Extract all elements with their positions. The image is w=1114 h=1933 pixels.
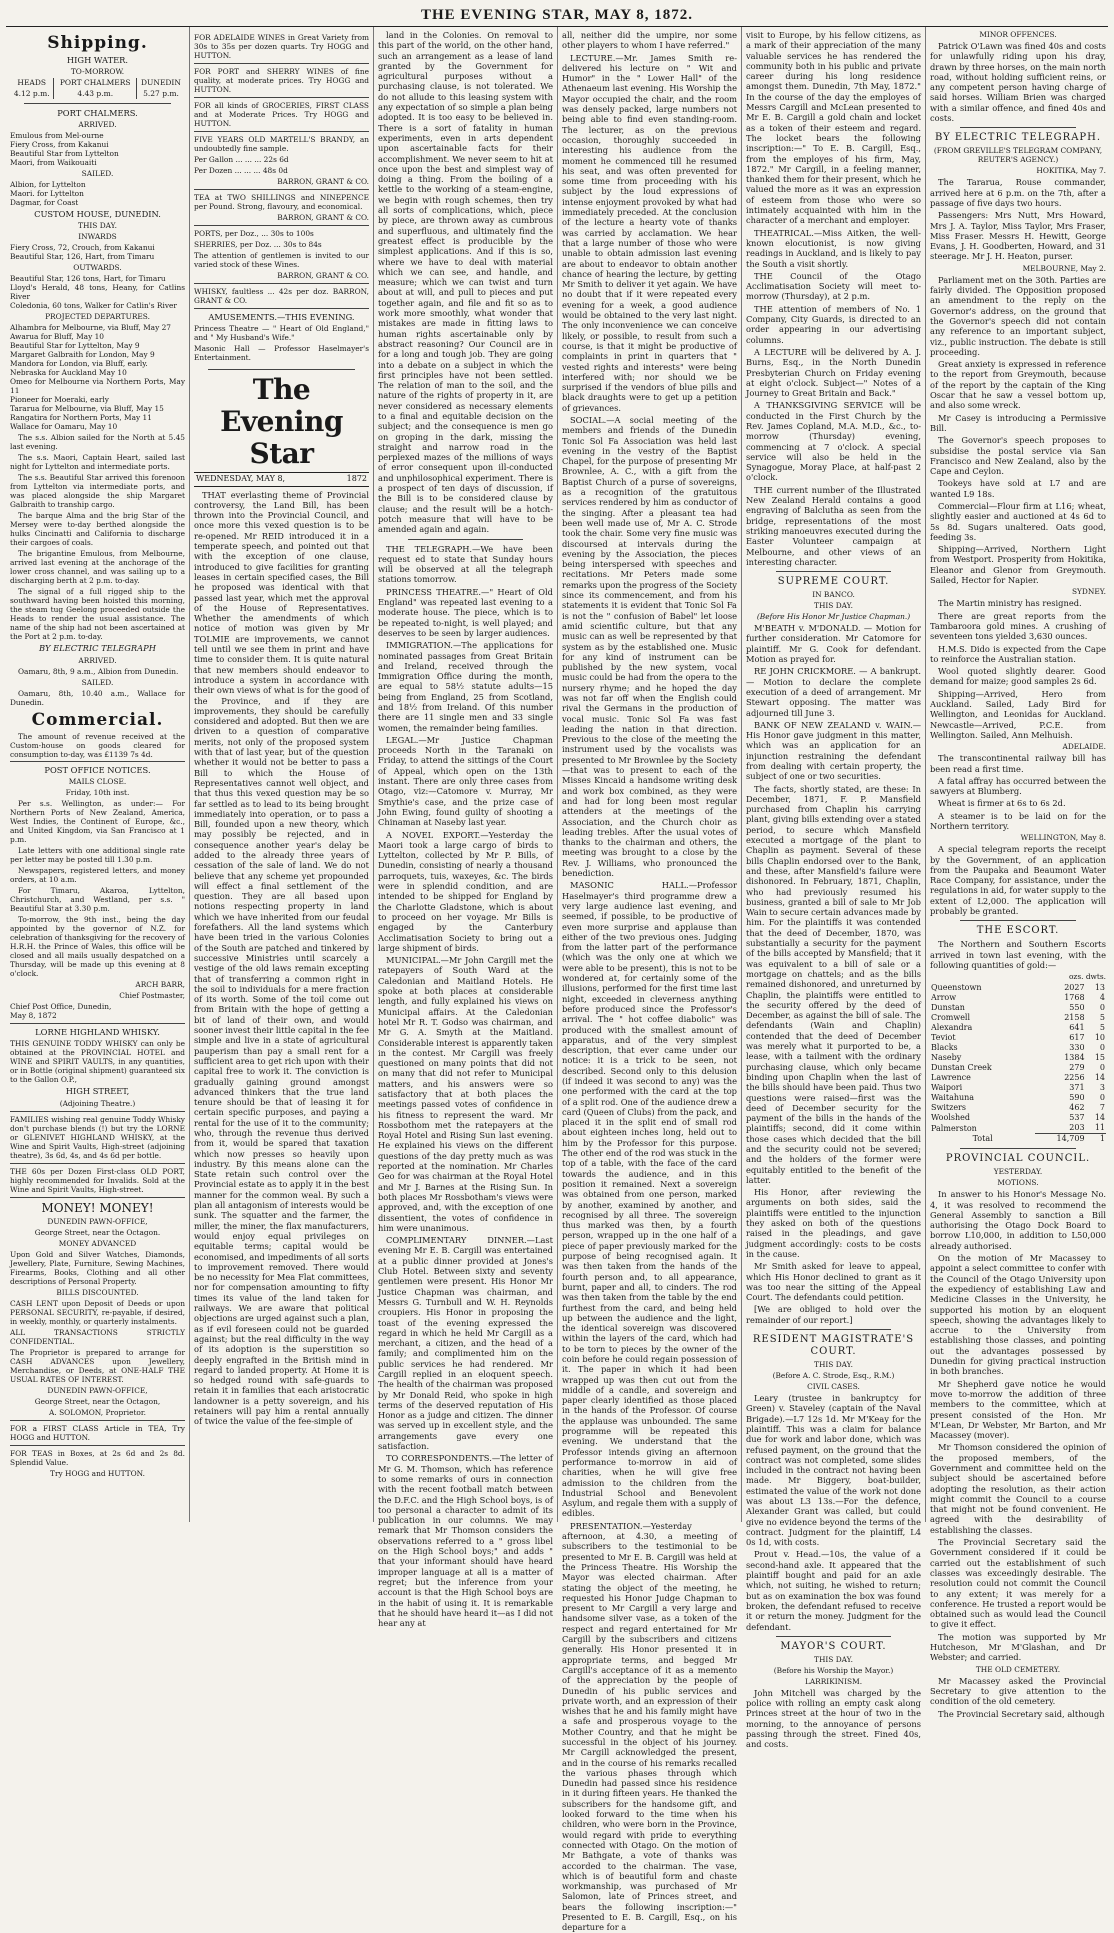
ports-sherries-ad bbox=[194, 225, 369, 283]
gold-place: Woolshed bbox=[931, 1113, 970, 1123]
tomorrow-label: TO-MORROW. bbox=[70, 67, 125, 77]
news-paragraph: PRESENTATION.—Yesterday afternoon, at 4.30, a meeting of subscribers to the testimonial to be presented to Mr E. B. Cargill was held at the Princess Theatre. His Worship the Mayor was elected chairman. After stating the object of the meeting, he requested his Honor Judge Chapman to present to Mr Cargill a very large and handsome silver vase, as a token of the respect and regard entertained for Mr Cargill by the subscribers and citizens generally. His Honor presented it in appropriate terms, and begged Mr Cargill's acceptance of it as a memento of the appreciation by the people of Dunedin of his public services and private worth, and an expression of their wishes that he and his family might have a safe and prosperous voyage to the Mother Country, and that he might be successful in the object of his journey. Mr Cargill acknowledged the present, and in the course of his remarks recalled the various phases through which Dunedin had passed since his residence in it during fifteen years. He thanked the subscribers for the handsome gift, and looked forward to the time when his children, who were born in the Province, would regard with pride to everything connected with Otago. On the motion of Mr Bathgate, a vote of thanks was accorded to the chairman. The vase, which is of beautiful form and chaste workmanship, was purchased of Mr Salomon, late of Princes street, and bears the following inscription:—" Presented to E. B. Cargill, Esq., on his departure for a bbox=[562, 1520, 737, 1933]
tel-sailed-label: SAILED. bbox=[81, 677, 114, 687]
gold-dwts: 13 bbox=[1094, 983, 1105, 993]
telegram-text: Great anxiety is expressed in reference to the report from Greymouth, because of the report by the captain of the King Oscar that he saw a vessel bottom up, and also some wreck. bbox=[930, 359, 1106, 411]
mails-close-label: MAILS CLOSE. bbox=[68, 777, 127, 787]
outwards-list: Beautiful Star, 126 tons, Hart, for Timaru Lloyd's Herald, 48 tons, Heany, for Catlins River Coledonia, 60 tons, Walker for Catlin's River bbox=[10, 274, 185, 311]
divider bbox=[960, 127, 1076, 128]
column-4 bbox=[558, 27, 742, 1933]
gold-dwts: 0 bbox=[1099, 1043, 1105, 1053]
hw-dunedin-label: DUNEDIN bbox=[137, 78, 185, 88]
gold-ounces: 590 bbox=[1069, 1093, 1085, 1103]
provincial-council-heading: PROVINCIAL COUNCIL. bbox=[945, 1153, 1091, 1165]
telegram-text: A steamer is to be laid on for the Northern territory. bbox=[930, 810, 1106, 831]
news-paragraph: A THANKSGIVING SERVICE will be conducted in the First Church by the Rev. James Copland, M.A. M.D., &c., to-morrow (Thursday) evening, commencing at 7 o'clock. A special service will also be held in the Synagogue, Moray Place, at half-past 2 o'clock. bbox=[746, 400, 921, 483]
gold-row bbox=[930, 1053, 1106, 1063]
news-paragraph: all, neither did the umpire, nor some other players to whom I have referred." bbox=[562, 30, 737, 51]
groceries-ad bbox=[194, 97, 369, 131]
money-heading: MONEY! MONEY! bbox=[41, 1200, 154, 1215]
masthead: THE EVENING STAR, MAY 8, 1872. bbox=[6, 4, 1108, 27]
port-chalmers-heading: PORT CHALMERS. bbox=[57, 107, 138, 118]
telegram-text: There are great reports from the Tambaroora gold mines. A crushing of seventeen tons yielded 3,630 ounces. bbox=[930, 610, 1106, 642]
sailed-list: Albion, for Lyttelton Maori. for Lyttelton Dagmar, for Coast bbox=[10, 180, 86, 208]
minor-offences-label: MINOR OFFENCES. bbox=[979, 30, 1057, 39]
column-5 bbox=[742, 27, 926, 1750]
telegram-text: Parliament met on the 30th. Parties are fairly divided. The Opposition proposed an amendment to the reply on the Governor's address, on the ground that the Governor's speech did not contain any reference to an important subject, viz., public instruction. The debate is still proceeding. bbox=[930, 274, 1106, 357]
gold-dwts: 5 bbox=[1099, 1023, 1105, 1033]
hw-chalmers-label: PORT CHALMERS bbox=[54, 78, 137, 88]
ad-price: SHERRIES, per Doz. ... 30s to 84s bbox=[194, 240, 322, 249]
gold-row bbox=[930, 1003, 1106, 1013]
outwards-label: OUTWARDS. bbox=[73, 263, 122, 273]
tea-ad bbox=[194, 189, 369, 225]
gold-place: Waitahuna bbox=[931, 1093, 975, 1103]
news-paragraph: THE attention of members of No. 1 Company, City Guards, is directed to an order appearing in our advertising columns. bbox=[746, 303, 921, 345]
dateline bbox=[194, 472, 369, 486]
telegram-text: Shipping—Arrived, Hero from Auckland. Sailed, Lady Bird for Wellington, and Leonidas for Auckland. Newcastle—Arrived, P.C.E. from Wellington. Sailed, Ann Melhuish. bbox=[930, 688, 1106, 740]
court-paragraph: M'BEATH v. M'DONALD. — Motion for further consideration. Mr Catomore for plaintiff. Mr G. Cook for defendant. Motion as prayed for. bbox=[746, 623, 921, 665]
dateline-hokitika: HOKITIKA, May 7. bbox=[1036, 166, 1106, 176]
custom-house-heading: CUSTOM HOUSE, DUNEDIN. bbox=[34, 209, 161, 220]
court-paragraph: The facts, shortly stated, are these: In December, 1871, F. P. Mansfield purchased from Chaplin his carrying plant, giving bills extending over a stated period, to secure which Mansfield executed a mortgage of the plant to Chaplin as payment. Several of these bills Chaplin endorsed over to the Bank, and these, after Mansfield's failure were dishonored. In February, 1871, Chaplin, who had previously resumed his business, granted a bill of sale to Mr Job Wain to secure certain advances made by him. For the plaintiffs it was contended that the deed of December, 1870, was substantially a security for the payment of the bills accepted by Mansfield; that it was equivalent to a bill of sale or a mortgage on chattels; and as the bills remained dishonored, and unreturned by Chaplin, the plaintiffs were entitled to the security offered by the deed of December, as against the bill of sale. The defendants (Wain and Chaplin) contended that the deed of December was merely what it purported to be, a lease, with a tailment with the ordinary purchasing clause, which only became binding upon Chaplin when the last of the bills should have been paid. Thus two questions were raised—first was the deed of December security for the payment of the bills in the hands of the plaintiffs; second, did it come within those cases which decided that the bill and the security could not be severed; and the holders of the former were equitably entitled to the benefit of the latter. bbox=[746, 783, 921, 1185]
gold-ounces: 1768 bbox=[1064, 993, 1085, 1003]
ad-text: FIVE YEARS OLD MARTELL'S BRANDY, an undoubtedly fine sample. bbox=[194, 135, 369, 153]
telegraph-source: (FROM GREVILLE'S TELEGRAM COMPANY, REUTER'S AGENCY.) bbox=[933, 146, 1103, 165]
gold-row bbox=[930, 1073, 1106, 1083]
news-paragraph: PRINCESS THEATRE.—" Heart of Old England" was repeated last evening to a moderate house. The piece, which is to be repeated to-night, is well played; and deserves to be seen by larger audiences. bbox=[378, 586, 553, 638]
gold-place: Alexandra bbox=[931, 1023, 973, 1033]
money-line: A. SOLOMON, Proprietor. bbox=[49, 1407, 146, 1417]
this-day-label: THIS DAY. bbox=[814, 1654, 853, 1664]
families-text: FAMILIES wishing real genuine Toddy Whisky don't purchase blends (!) but try the LORNE or GLENIVET HIGHLAND WHISKY, at the Wine and Spirit Vaults, High-street (adjoining theatre), 3s 6d, 4s, and 4s 6d per bottle. bbox=[10, 1114, 185, 1160]
gold-dwts: 7 bbox=[1099, 1103, 1105, 1113]
gold-dwts: 5 bbox=[1099, 1013, 1105, 1023]
ad-price: PORTS, per Doz., ... 30s to 100s bbox=[194, 229, 314, 238]
council-paragraph: The Provincial Secretary said, although bbox=[938, 1708, 1105, 1719]
money-line: MONEY ADVANCED bbox=[58, 1238, 137, 1248]
court-paragraph: Prout v. Head.—10s, the value of a second-hand axle. It appeared that the plaintiff bought and paid for an axle which, not suiting, he wished to return; but as on examination the box was found broken, the defendant refused to receive it or return the money. Judgment for the defendant. bbox=[746, 1549, 921, 1632]
lorne-adjoining: (Adjoining Theatre.) bbox=[59, 1098, 136, 1108]
ad-sign: BARRON, GRANT & CO. bbox=[277, 271, 369, 280]
postmaster-title: Chief Postmaster, bbox=[119, 991, 185, 1001]
tea-boxes-text: FOR TEAS in Boxes, at 2s 6d and 2s 8d. Splendid Value. bbox=[10, 1448, 185, 1467]
gold-row bbox=[930, 1013, 1106, 1023]
ad-price: Per Dozen ... ... ... 48s 0d bbox=[194, 166, 288, 175]
news-paragraph: MUNICIPAL.—Mr John Cargill met the ratepayers of South Ward at the Caledonian and Maitland Hotels. He spoke at both places at considerable length, and fully explained his views on Municipal affairs. At the Caledonian hotel Mr R. T. Godso was chairman, and Mr G. A. Smyth at the Maitland. Considerable interest is apparently taken in the contest. Mr Cargill was freely questioned on many points that did not on many that did not refer to Municipal matters, and his answers were so satisfactory that at both places the meetings passed votes of confidence in his fitness to represent the ward. Mr Rossbothom met the ratepayers at the Royal Hotel and Rising Sun last evening. He explained his views on the different questions of the day pretty much as was reported at the nomination. Mr Charles Geo for was chairman at the Royal Hotel and Mr J. Barnes at the Rising Sun. In both places Mr Rossbotham's views were approved, and, with the exception of one dissentient, the votes of confidence in him were unanimous. bbox=[378, 955, 553, 1233]
court-paragraph: BANK OF NEW ZEALAND v. WAIN.—His Honor gave judgment in this matter, which was an application for an injunction restraining the defendant from dealing with certain property, the subject of one or two securities. bbox=[746, 719, 921, 782]
telegram-text: Passengers: Mrs Nutt, Mrs Howard, Mrs J. A. Taylor, Miss Taylor, Mrs Fraser, Miss Fraser. Messrs H. Hewitt, George Evans, J. H. Goodberten, Howard, and 31 steerage. Mr J. H. Heaton, purser. bbox=[930, 210, 1106, 262]
inwards-list: Fiery Cross, 72, Crouch, from Kakanui Beautiful Star, 126, Hart, from Timaru bbox=[10, 243, 155, 262]
amusements-heading: AMUSEMENTS.—THIS EVENING. bbox=[208, 312, 355, 322]
money-line: DUNEDIN PAWN-OFFICE, bbox=[47, 1385, 148, 1395]
amusement-item: Princess Theatre — " Heart of Old England," and " My Husband's Wife." bbox=[194, 324, 369, 343]
resident-magistrate-heading: RESIDENT MAGISTRATE'S COURT. bbox=[752, 1334, 915, 1358]
high-water-table bbox=[10, 78, 185, 99]
money-line: The Proprietor is prepared to arrange for CASH ADVANCES upon Jewellery, Merchandise, or Deeds, at ONE-HALF THE USUAL RATES OF INTEREST. bbox=[10, 1347, 185, 1384]
before-label: (Before His Honor Mr Justice Chapman.) bbox=[756, 612, 911, 622]
council-paragraph: Mr Macassey asked the Provincial Secretary to give attention to the condition of the old cemetery. bbox=[930, 1675, 1106, 1707]
court-paragraph: Leary (trustee in bankruptcy for Green) v. Staveley (captain of the Naval Brigade).—L7 12s 1d. Mr M'Keay for the plaintiff. This was a claim for balance due for work and labor done, which was refused payment, on the ground that the contract was not completed, some slides included in the contract not having been made. Mr Biggery, boat-builder, estimated the value of the work not done was about L3 13s.—For the defence, Alexander Grant was called, but could give no evidence beyond the terms of the contract. Judgment for the plaintiff, L4 0s 1d, with costs. bbox=[746, 1393, 921, 1548]
column-6 bbox=[926, 27, 1110, 1719]
tea-text: FOR a FIRST CLASS Article in TEA, Try HOGG and HUTTON. bbox=[10, 1423, 185, 1442]
gold-ounces: 2027 bbox=[1064, 983, 1085, 993]
hw-heads-label: HEADS bbox=[17, 78, 46, 88]
gold-dwts: 0 bbox=[1099, 1063, 1105, 1073]
brandy-ad bbox=[194, 131, 369, 189]
gold-dwts: 14 bbox=[1094, 1113, 1105, 1123]
editorial-text: land in the Colonies. On removal to this part of the world, on the other hand, such an arrangement as a lease of land granted by the Government for agricultural purposes without a purchasing clause, is not tolerated. We do not allude to this leasing system with any expectation of so simple a plan being adopted. It is too easy to be believed in. There is a sort of fatality in human experiments, even in arts dependent upon ascertainable facts for their accomplishment. We never seem to hit at once upon the best and simplest way of doing a thing. From the boiling of a kettle to the working of a steam-engine, we begin with rough schemes, then try all sorts of complications, which, piece by piece, are thrown away as cumbrous and superfluous, and ultimately find the greatest effect is producible by the simplest applications. And if this is so, where we have to deal with material which we can see, and handle, and measure; which we can twist and turn about at will, and pull to pieces and put together again, and file and fit so as to work more smoothly, what wonder that mistakes are made in fitting laws to human rights ascertainable only by abstract reasoning? Our Council are in for a long and tough job. They are going into a debate on a subject in which the first principles have not been settled. The relation of man to the soil, and the nature of the rights of property in it, are never considered as necessary elements to a final and equitable decision on the subject; and the consequence is men go on groping in the dark, missing the straight and narrow road in the perplexed mazes of the millions of ways of error consequent upon ill-conducted and unphilosophical experiment. There is a prospect of ten days of discussion, if the Bill is to be considered clause by clause; and the result will be a hotch-potch measure that will have to be amended again and again. bbox=[378, 30, 553, 535]
amusements bbox=[194, 308, 369, 365]
shipping-news: The signal of a full rigged ship to the southward having been hoisted this morning, the steam tug Geelong proceeded outside the Heads to render the usual assistance. The name of the ship had not been ascertained at the Port at 2 p.m. to-day. bbox=[10, 587, 185, 642]
post-text: For Timaru, Akaroa, Lyttelton, Christchurch, and Westland, per s.s. " Beautiful Star at 3.30 p.m. bbox=[10, 886, 185, 914]
this-day-label: THIS DAY. bbox=[78, 221, 117, 231]
tel-arrived: Oamaru, 8th, 9 a.m., Albion from Dunedin. bbox=[18, 666, 179, 676]
tel-sailed: Oamaru, 8th, 10.40 a.m., Wallace for Dunedin. bbox=[10, 688, 185, 707]
ad-sign: BARRON, GRANT & CO. bbox=[277, 177, 369, 186]
post-text: Per s.s. Wellington, as under:— For Northern Ports of New Zealand, America, West Indies, the Continent of Europe, &c., and United Kingdom, via San Francisco at 1 p.m. bbox=[10, 799, 185, 845]
larrikinism-label: LARRIKINISM. bbox=[804, 1676, 863, 1686]
before-label: (Before A. C. Strode, Esq., R.M.) bbox=[772, 1371, 895, 1381]
gold-row bbox=[930, 1063, 1106, 1073]
escort-units: ozs. dwts. bbox=[1068, 972, 1106, 982]
news-paragraph: LEGAL.—Mr Justice Chapman proceeds North in the Taranaki on Friday, to attend the sittings of the Court of Appeal, which open on the 13th instant. There are only three cases from Otago, viz:—Catomore v. Murray, Mr Smythie's case, and the prize case of John Ewing, found guilty of shooting a Chinaman at Naseby last year. bbox=[378, 734, 553, 828]
court-paragraph: Mr Smith asked for leave to appeal, which His Honor declined to grant as it was too near the sitting of the Appeal Court. The defendants could petition. bbox=[746, 1261, 921, 1303]
tea-boxes-sign: Try HOGG and HUTTON. bbox=[50, 1468, 145, 1478]
post-text: Newspapers, registered letters, and money orders, at 10 a.m. bbox=[10, 866, 185, 885]
gold-dwts: 0 bbox=[1099, 1093, 1105, 1103]
money-line: CASH LENT upon Deposit of Deeds or upon PERSONAL SECURITY, re-payable, if desired, in weekly, monthly, or quarterly instalments. bbox=[10, 1298, 185, 1326]
gold-row bbox=[930, 983, 1106, 993]
gold-dwts: 15 bbox=[1094, 1053, 1105, 1063]
divider bbox=[408, 539, 523, 540]
telegram-text: Tookeys have sold at L7 and are wanted L9 18s. bbox=[930, 478, 1106, 499]
divider bbox=[960, 920, 1076, 921]
gold-dwts: 11 bbox=[1094, 1123, 1105, 1133]
columns bbox=[6, 27, 1108, 1933]
gold-place: Dunstan Creek bbox=[931, 1063, 992, 1073]
divider bbox=[208, 369, 355, 370]
motions-label: MOTIONS. bbox=[997, 1178, 1039, 1188]
shipping-news: The s.s. Maori, Captain Heart, sailed last night for Lyttelton and intermediate ports. bbox=[10, 453, 185, 472]
in-banco-label: IN BANCO. bbox=[812, 590, 855, 600]
divider bbox=[776, 571, 891, 572]
dateline-year: 1872 bbox=[346, 474, 367, 484]
old-cemetery-label: THE OLD CEMETERY. bbox=[975, 1664, 1061, 1674]
news-paragraph: A NOVEL EXPORT.—Yesterday the Maori took a large cargo of birds to Lyttelton, collected by Mr P. Bills, of Dunedin, consisting of nearly a thousand parroquets, tuis, waxeyes, &c. The birds were in splendid condition, and are intended to be shipped for England by the Charlotte Gladstone, which is about to proceed on her voyage. Mr Bills is engaged by the Canterbury Acclimatisation Society to bring out a large shipment of birds. bbox=[378, 829, 553, 953]
gold-place: Blacks bbox=[931, 1043, 958, 1053]
ad-text: FOR all kinds of GROCERIES, FIRST CLASS and at Moderate Prices. Try HOGG and HUTTON. bbox=[194, 101, 369, 128]
telegram-text: The Governor's speech proposes to subsidise the postal service via San Francisco and New Zealand, also by the Cape and Ceylon. bbox=[930, 435, 1106, 477]
gold-ounces: 2256 bbox=[1064, 1073, 1085, 1083]
gold-place: Cromwell bbox=[931, 1013, 971, 1023]
supreme-court-heading: SUPREME COURT. bbox=[777, 576, 890, 588]
news-paragraph: visit to Europe, by his fellow citizens, as a mark of their appreciation of the many valuable services he has rendered the community both in his public and private career during his long residence amongst them. Dunedin, 7th May, 1872." In the course of the day the employes of Messrs Cargill and McLean presented to Mr E. B. Cargill a gold chain and locket as a token of their esteem and regard. The locket bears the following inscription:—" To E. B. Cargill, Esq., from the employes of his firm, May, 1872." Mr Cargill, in a feeling manner, thanked them for their present, which he valued the more as it was an expression of esteem from those who were so intimately acquainted with him in the character of a merchant and employer. bbox=[746, 30, 921, 226]
gold-ounces: 462 bbox=[1069, 1103, 1085, 1113]
escort-text: The Northern and Southern Escorts arrived in town last evening, with the following quantities of gold:— bbox=[930, 939, 1106, 970]
friday-label: Friday, 10th inst. bbox=[65, 788, 130, 798]
telegram-text: Wheat is firmer at 6s to 6s 2d. bbox=[938, 798, 1066, 809]
court-paragraph: His Honor, after reviewing the arguments on both sides, said the plaintiffs were entitled to the injunction they asked on both of the questions raised in the pleadings, and gave judgment accordingly: costs to be costs in the cause. bbox=[746, 1187, 921, 1259]
before-label: (Before his Worship the Mayor.) bbox=[773, 1665, 894, 1675]
post-place: Chief Post Office, Dunedin, May 8, 1872 bbox=[10, 1002, 112, 1021]
news-paragraph: SOCIAL.—A social meeting of the members and friends of the Dunedin Tonic Sol Fa Association was held last evening in the vestry of the Baptist Chapel, for the purpose of presenting Mr Brownlee, A. C., with a gift from the Baptist Church of a purse of sovereigns, as a recognition of the gratuitous services rendered by him as conductor of the singing. After a pleasant tea had been well made use of, Mr A. C. Strode took the chair. Some very fine music was discoursed at intervals during the evening by the Association, the pieces being interspersed with speeches and recitations. Mr Peters made some remarks upon the progress of the Society since its commencement, and from his statements it is evident that Tonic Sol Fa is not the " confusion of Babel" let loose amid scientific culture, but that any music can as well be represented by that system as by the established one. Music for any kind of instrument can be published by the new system, vocal music could be had from the opera to the nursery rhyme; and he hoped the day was not far off when the English could rival the Germans in the production of vocal music. Tonic Sol Fa was fast leading the nation in that direction. Previous to the close of the meeting the instrument used by the vocalists was presented to Mr Brownlee by the Society—that was to present to each of the Misses Kincaid a handsome writing desk and work box combined, as they were and had for long been most regular attenders at the meetings of the Association, and the Church choir as leading trebles. After the usual votes of thanks to the chairman and others, the meeting was brought to a close by the Rev. J. Williams, who pronounced the benediction. bbox=[562, 414, 737, 879]
telegram-text: The Tararua, Rouse commander, arrived here at 6 p.m. on the 7th, after a passage of five days two hours. bbox=[930, 177, 1106, 208]
lorne-heading: LORNE HIGHLAND WHISKY. bbox=[35, 1027, 160, 1038]
inwards-label: INWARDS bbox=[78, 232, 117, 242]
gold-row bbox=[930, 1083, 1106, 1093]
shipping-news: The barque Alma and the brig Star of the Mersey were to-day berthed alongside the hulks Cincinatti and California to discharge their cargoes of coals. bbox=[10, 511, 185, 548]
shipping-news: The s.s. Beautiful Star arrived this forenoon from Lyttelton via intermediate ports, and was placed alongside the ship Margaret Galbraith to tranship cargo. bbox=[10, 473, 185, 510]
gold-ounces: 1384 bbox=[1064, 1053, 1085, 1063]
gold-ounces: 330 bbox=[1069, 1043, 1085, 1053]
sailed-label: SAILED. bbox=[81, 169, 114, 179]
gold-row bbox=[930, 1023, 1106, 1033]
hw-heads-time: 4.12 p.m. bbox=[13, 88, 50, 98]
post-office-heading: POST OFFICE NOTICES. bbox=[44, 764, 151, 775]
gold-dwts: 0 bbox=[1099, 1003, 1105, 1013]
gold-place: Dunstan bbox=[931, 1003, 965, 1013]
gold-row bbox=[930, 1103, 1106, 1113]
ad-text: WHISKY, faultless ... 42s per doz. BARRON, GRANT & CO. bbox=[194, 287, 369, 305]
divider bbox=[776, 1329, 891, 1330]
gold-total-dwts: 1 bbox=[1086, 1134, 1106, 1145]
gold-place: Queenstown bbox=[931, 983, 982, 993]
tea-ad bbox=[10, 1420, 185, 1445]
ad-price: Per Gallon ... ... ... 22s 6d bbox=[194, 155, 289, 164]
hw-chalmers-time: 4.43 p.m. bbox=[54, 89, 137, 99]
gold-place: Teviot bbox=[931, 1033, 956, 1043]
telegraph-heading: BY ELECTRIC TELEGRAPH bbox=[39, 643, 156, 654]
yesterday-label: YESTERDAY. bbox=[993, 1167, 1043, 1177]
telegram-text: A special telegram reports the receipt by the Government, of an application from the Paupaka and Beaumont Water Race Company, for assistance, under the regulations in aid, for water supply to the extent of L2,000. The application will probably be granted. bbox=[930, 844, 1106, 917]
news-paragraph: A LECTURE will be delivered by A. J. Burns, Esq., in the North Dunedin Presbyterian Church on Friday evening at eight o'clock. Subject—" Notes of a Journey to Great Britain and Back." bbox=[746, 346, 921, 399]
gold-ounces: 617 bbox=[1069, 1033, 1085, 1043]
paper-title: The Evening Star bbox=[220, 373, 343, 471]
gold-ounces: 2158 bbox=[1064, 1013, 1085, 1023]
money-line: DUNEDIN PAWN-OFFICE, bbox=[47, 1216, 148, 1226]
editorial-text: THAT everlasting theme of Provincial controversy, the Land Bill, has been thrown into the Provincial Council, and once more this vexed question is to be re-opened. Mr REID introduced it in a temperate speech, and pointed out that with the exception of one clause, introduced to give facilities for granting leases in certain specified cases, the Bill he proposed was identical with that passed last year, which met the approval of the House of Representatives. Whether the amendments of which notice of motion was given by Mr TOLMIE are improvements, we cannot tell until we see them in print and have time to consider them. It is quite natural that new members should endeavor to introduce a system in accordance with their own views of what is for the good of the Province, and if they are improvements, they should be carefully considered and adopted. But then we are driven to a question of comparative merits, not only of the proposed system with that of last year, but of the question whether it would not be better to pass a Bill to which the House of Representatives cannot well object, and that thus this vexed question may be so far settled as to lead to its being brought immediately into operation, or to pass a Bill, founded upon a new theory, which may possibly be rejected, and in consequence another year's delay be added to the already three years of cessation of the sale of land. We do not believe that any scheme yet propounded will effect a final settlement of the question. They are all based upon notions respecting property in land which we have inherited from our feudal forefathers. All the land systems which have been tried in the various Colonies of the South are patched and tinkered by successive Ministries until scarcely a vestige of the old laws remain excepting that of transferring a common right in the soil to individuals for a mere fraction of its worth. Some of the toil come out from Britain with the hope of getting a bit of land of their own, and would sooner invest their little capital in the fee simple and live in a state of agricultural pauperism than pay a small rent for a sufficient area to get rich upon with their capital free to work it. The conviction is gradually gaining ground amongst advanced thinkers that the true land tenure should be that of leasing it for certain specific purposes, and paying a rental for the use of it to the community; who, through the revenue thus derived from it, would be spared that taxation which now presses so heavily upon industry. By this means alone can the State retain such control over the Provincial estate as to apply it in the best manner for the common weal. By such a plan all antagonism of interests would be sunk. The squatter and the farmer, the miller, the miner, the flax manufacturers, would enjoy equal privileges on equitable terms; capital would be economised, and impediments of all sorts to improvement removed. There would be no necessity for Mea Flat committees, nor for compensation amounting to fifty times its value of the land taken for railways. We are aware that political objections are urged against such a plan, as if evil foreseen could not be guarded against; but the real difficulty in the way of its adoption is the superstition so deeply engrafted in the British mind in regard to landed property. At Home it is so hedged round with safe-guards to retain it in families that each aristocratic landowner is a petty sovereign, and his retainers will pay him a rental annually of twice the value of the fee-simple of bbox=[194, 489, 369, 1427]
high-water-heading: HIGH WATER. bbox=[66, 55, 129, 65]
post-text: To-morrow, the 9th inst., being the day appointed by the governor of N.Z. for celebration of thanksgiving for the recovery of H.R.H. the Prince of Wales, this office will be closed and all mails usually despatched on a Thursday, will be made up this evening at 8 o'clock. bbox=[10, 915, 185, 979]
council-paragraph: Mr Thomson considered the opinion of the proposed members, of the Government and committee held on the subject should be ascertained before adopting the resolution, as their action might commit the Council to a course that might not be found convenient. He agreed with the desirability of establishing the classes. bbox=[930, 1442, 1106, 1535]
ad-text: TEA at TWO SHILLINGS and NINEPENCE per Pound. Strong, flavoury, and economical. bbox=[194, 193, 369, 211]
this-day-label: THIS DAY. bbox=[814, 1360, 853, 1370]
telegram-text: H.M.S. Dido is expected from the Cape to reinforce the Australian station. bbox=[930, 643, 1106, 664]
dateline-sydney: SYDNEY. bbox=[1071, 587, 1106, 597]
arrived-list: Emulous from Mel-ourne Fiery Cross, from Kakanui Beautiful Star from Lyttelton Maori, from Waikouaiti bbox=[10, 131, 119, 168]
court-paragraph: RE JOHN CRICKMORE. — A bankrupt.— Motion to declare the complete execution of a deed of arrangement. Mr Stewart opposing. The matter was adjourned till June 3. bbox=[746, 666, 921, 718]
dateline-melbourne: MELBOURNE, May 2. bbox=[1022, 263, 1106, 273]
news-paragraph: IMMIGRATION.—The applications for nominated passages from Great Britain and Ireland, received through the Immigration Office during the month, are equal to 58½ statute adults—15 being from England, 25 from Scotland, and 18½ from Ireland. Of this number there are 11 single men and 33 single women, the remainder being families. bbox=[378, 640, 553, 733]
commercial-text: The amount of revenue received at the Custom-house on goods cleared for consumption to-day, was £1139 7s 4d. bbox=[10, 731, 185, 759]
news-paragraph: THEATRICAL.—Miss Aitken, the well-known elocutionist, is now giving readings in Auckland, and is likely to pay the South a visit shortly. bbox=[746, 227, 921, 269]
ad-text: FOR PORT and SHERRY WINES of fine quality, at moderate prices. Try HOGG and HUTTON. bbox=[194, 67, 369, 94]
council-paragraph: The motion was supported by Mr Hutcheson, Mr M'Glashan, and Dr Webster; and carried. bbox=[930, 1631, 1106, 1663]
hw-dunedin-time: 5.27 p.m. bbox=[137, 89, 185, 99]
lorne-text: THIS GENUINE TODDY WHISKY can only be obtained at the PROVINCIAL HOTEL and WINE and SPIRIT VAULTS, in any quantities, or in Bottle (original shipment) guaranteed six to the Gallon O.P., bbox=[10, 1039, 185, 1085]
gold-place: Lawrence bbox=[931, 1073, 971, 1083]
news-paragraph: COMPLIMENTARY DINNER.—Last evening Mr E. B. Cargill was entertained at a public dinner provided at Jones's Club Hotel. Between sixty and seventy gentlemen were present. His Honor Mr Justice Chapman was chairman, and Messrs G. Turnbull and W. H. Reynolds croupiers. His Honor in proposing the toast of the evening expressed the regard in which he held Mr Cargill as a merchant, a citizen, and the head of a family; and complimented him on the public services he had rendered. Mr Cargill replied in an eloquent speech. The health of the chairman was proposed by Mr Donald Reid, who spoke in high terms of the deserved reputation of His Honor as a judge and citizen. The dinner was served up in excellent style, and the arrangements gave every one satisfaction. bbox=[378, 1235, 553, 1452]
commercial-heading: Commercial. bbox=[31, 709, 164, 730]
post-text: Late letters with one additional single rate per letter may be posted till 1.30 p.m. bbox=[10, 846, 185, 865]
council-paragraph: The Provincial Secretary said the Government considered if it could be carried out the establishment of such classes was exceedingly desirable. The resolution could not commit the Council to any extent; it was merely for a conference. He trusted a report would be obtained such as would lead the Council to give it effect. bbox=[930, 1537, 1106, 1630]
projected-list: Alhambra for Melbourne, via Bluff, May 27 Awarua for Bluff, May 10 Beautiful Star for Lyttelton, May 9 Margaret Galbraith for London, May 9 Mandora for London, via Bluff, early. Nebraska for Auckland May 10 Omeo for Melbourne via Northern Ports, May 11 Pioneer for Moeraki, early Tararua for Melbourne, via Bluff, May 15 Rangatira for Northern Ports, May 11 Wallace for Oamaru, May 10 bbox=[10, 323, 185, 432]
gold-total-label: Total bbox=[972, 1134, 993, 1144]
gold-row bbox=[930, 1043, 1106, 1053]
ad-text: FOR ADELAIDE WINES in Great Variety from 30s to 35s per dozen quarts. Try HOGG and HUTTON. bbox=[194, 33, 369, 60]
telegram-text: Wool quoted slightly dearer. Good demand for maize; good samples 2s 6d. bbox=[930, 666, 1106, 687]
gold-table bbox=[930, 983, 1106, 1144]
shipping-heading: Shipping. bbox=[47, 33, 148, 53]
lorne-whisky-ad bbox=[10, 1023, 185, 1111]
gold-ounces: 641 bbox=[1069, 1023, 1085, 1033]
gold-ounces: 537 bbox=[1069, 1113, 1085, 1123]
adelaide-wines-ad bbox=[194, 30, 369, 63]
divider bbox=[960, 1148, 1076, 1149]
ad-text: The attention of gentlemen is invited to our varied stock of these Wines. bbox=[194, 251, 369, 269]
news-paragraph: THE Council of the Otago Acclimatisation Society will meet to-morrow (Thursday), at 2 p.m. bbox=[746, 270, 921, 302]
news-paragraph: THE TELEGRAPH.—We have been request ed to state that Sunday hours will be observed at all the telegraph stations tomorrow. bbox=[378, 543, 553, 585]
gold-place: Waipori bbox=[931, 1083, 963, 1093]
column-1 bbox=[6, 27, 190, 1522]
gold-row bbox=[930, 993, 1106, 1003]
gold-row bbox=[930, 1093, 1106, 1103]
dateline-adelaide: ADELAIDE. bbox=[1062, 742, 1106, 752]
telegram-text: Mr Casey is introducing a Permissive Bill. bbox=[930, 412, 1106, 433]
arrived-label: ARRIVED. bbox=[78, 120, 117, 130]
amusement-item: Masonic Hall — Professor Haselmayer's Entertainment. bbox=[194, 344, 369, 363]
column-3 bbox=[374, 27, 558, 1629]
money-line: George Street, near the Octagon, bbox=[34, 1396, 161, 1406]
money-line: Upon Gold and Silver Watches, Diamonds, Jewellery, Plate, Furniture, Sewing Machines, Firearms, Books, Clothing and all other descriptions of Personal Property. bbox=[10, 1249, 185, 1286]
news-paragraph: MASONIC HALL.—Professor Haselmayer's third programme drew a very large audience last evening, and seemed, if possible, to be productive of even more surprise and applause than either of the two previous ones. Judging from the latter part of the performance (which was the only one at which we were able to be present), this is not to be wondered at, for certainly some of the illusions, performed for the first time last night, exceeded in cleverness anything before produced since the Professor's arrival. The " hot coffee diabolic" was produced with the smallest amount of apparatus, and of the very simplest description, that ever came under our notice: it is a trick to be seen, not described. Second only to this delusion (if indeed it was second to any) was the one performed with the card at the top of a split rod. One of the audience drew a card (Queen of Clubs) from the pack, and placed it in the split end of small rod about eighteen inches long, held out to him by the Professor for this purpose. The other end of the rod was stuck in the top of a table, with the face of the card towards the audience, and in this position it remained. Next a sovereign was obtained from one person, marked by another, examined by another, and recognised by all three. The sovereign thus marked was then, by a fourth person, wrapped up in the one half of a piece of paper previously marked for the purpose of being recognised again. It was then taken from the hands of the fourth person and, to all appearance, burnt, paper and all, to cinders. The rod was then taken from the table by the end furthest from the card, and being held up between the audience and the light, the identical sovereign was discovered within the layers of the card, which had to be torn to pieces by the owner of the coin before he could regain possession of it. The paper in which it had been wrapped up was then cut out from the middle of a candle, and sovereign and paper clearly identified as those placed in the hands of the Professor. Of course the applause was unbounded. The same programme will be repeated this evening. We understand that the Professor intends giving an afternoon performance to-morrow in aid of charities, when he will give free admission to the children from the Industrial School and Benevolent Asylum, and regale them with a supply of edibles. bbox=[562, 880, 737, 1519]
whisky-ad bbox=[194, 283, 369, 308]
gold-ounces: 371 bbox=[1069, 1083, 1085, 1093]
shipping-news: The brigantine Emulous, from Melbourne, arrived last evening at the anchorage of the lower cross channel, and was sailing up to a discharging berth at 2 p.m. to-day. bbox=[10, 549, 185, 586]
old-port-text: THE 60s per Dozen First-class OLD PORT, highly recommended for Invalids. Sold at the Wine and Spirit Vaults, High-street. bbox=[10, 1166, 185, 1194]
gold-place: Arrow bbox=[931, 993, 957, 1003]
lorne-street: HIGH STREET, bbox=[65, 1086, 130, 1097]
column-2 bbox=[190, 27, 374, 1522]
divider bbox=[776, 1636, 891, 1637]
gold-place: Palmerston bbox=[931, 1123, 977, 1133]
court-paragraph: John Mitchell was charged by the police with rolling an empty cask along Princes street at the hour of two in the morning, to the annoyance of persons passing through the street. Fined 40s, and costs. bbox=[746, 1687, 921, 1750]
telegram-text: The Martin ministry has resigned. bbox=[938, 598, 1082, 609]
council-paragraph: On the motion of Mr Macassey to appoint a select committee to confer with the Council of the Otago University upon the expediency of establishing Law and Medicine Classes in the University, he supported his motion by an eloquent speech, showing the advantages likely to accrue to the University from establishing those classes, and pointing out the advantages possessed by Dunedin for giving practical instruction in both branches. bbox=[930, 1253, 1106, 1377]
electric-telegraph-heading: BY ELECTRIC TELEGRAPH. bbox=[934, 132, 1102, 144]
money-line: George Street, near the Octagon. bbox=[34, 1227, 161, 1237]
telegram-text: Commercial—Flour firm at L16; wheat, slightly easier and auctioned at 4s 6d to 5s 8d. Sugars unaltered. Oats good, feeding 3s. bbox=[930, 500, 1106, 542]
money-line: ALL TRANSACTIONS STRICTLY CONFIDENTIAL. bbox=[10, 1327, 185, 1346]
gold-dwts: 3 bbox=[1099, 1083, 1105, 1093]
gold-ounces: 550 bbox=[1069, 1003, 1085, 1013]
money-ad bbox=[10, 1197, 185, 1420]
this-day-label: THIS DAY. bbox=[814, 601, 853, 611]
money-line: BILLS DISCOUNTED. bbox=[56, 1287, 139, 1297]
gold-dwts: 14 bbox=[1094, 1073, 1105, 1083]
telegram-text: The transcontinental railway bill has been read a first time. bbox=[930, 753, 1106, 774]
gold-row bbox=[930, 1113, 1106, 1123]
gold-place: Naseby bbox=[931, 1053, 962, 1063]
escort-heading: THE ESCORT. bbox=[976, 925, 1060, 937]
post-office-notice bbox=[10, 761, 185, 1023]
divider bbox=[24, 103, 171, 104]
gold-dwts: 4 bbox=[1099, 993, 1105, 1003]
gold-dwts: 10 bbox=[1094, 1033, 1105, 1043]
telegram-text: Shipping—Arrived, Northern Light from Westport. Prosperity from Hokitika, Eleanor and Glenor from Greymouth. Sailed, Hector for Napier. bbox=[930, 544, 1106, 586]
ad-sign: BARRON, GRANT & CO. bbox=[277, 213, 369, 222]
gold-row bbox=[930, 1123, 1106, 1134]
gold-ounces: 279 bbox=[1069, 1063, 1085, 1073]
court-paragraph: [We are obliged to hold over the remainder of our report.] bbox=[746, 1304, 921, 1325]
gold-row bbox=[930, 1033, 1106, 1043]
civil-cases-label: CIVIL CASES. bbox=[807, 1382, 860, 1392]
news-paragraph: THE current number of the Illustrated New Zealand Herald contains a good engraving of Balclutha as seen from the bridge, representations of the most striking manoeuvres executed during the Easter Volunteer campaign at Melbourne, and other views of an interesting character. bbox=[746, 484, 921, 567]
council-paragraph: In answer to his Honor's Message No. 4, it was resolved to recommend the General Assembly to sanction a Bill authorising the Otago Dock Board to borrow L10,000, in addition to L50,000 already authorised. bbox=[930, 1189, 1106, 1251]
port-sherry-ad bbox=[194, 63, 369, 97]
telegram-text: A fatal affray has occurred between the sawyers at Blumberg. bbox=[930, 775, 1106, 797]
gold-place: Switzers bbox=[931, 1103, 966, 1113]
tel-arrived-label: ARRIVED. bbox=[78, 655, 117, 665]
gold-total-row bbox=[930, 1134, 1106, 1145]
projected-label: PROJECTED DEPARTURES. bbox=[45, 312, 150, 322]
gold-total-ounces: 14,709 bbox=[1035, 1134, 1085, 1145]
tea-boxes-ad bbox=[10, 1445, 185, 1481]
council-paragraph: Mr Shepherd gave notice he would move to-morrow the addition of three members to the committee, which at present consisted of the Hon. Mr M'Lean, Dr Webster, Mr Barton, and Mr Macassey (mover). bbox=[930, 1378, 1106, 1441]
mayors-court-heading: MAYOR'S COURT. bbox=[780, 1640, 887, 1652]
news-paragraph: TO CORRESPONDENTS.—The letter of Mr G. M. Thomson, which has reference to some remarks of ours in connection with the recent football match between the D.F.C. and the High School boys, is of too personal a character to admit of its publication in our columns. We may remark that Mr Thomson considers the observations referred to a " gross libel on the High School boys;" and adds " that your informant should have heard improper language at all is a matter of regret; but the inference from your account is that the High School boys are in the habit of using it. It is remarkable that he should have heard it—as I did not hear any at bbox=[378, 1453, 553, 1629]
dateline-date: WEDNESDAY, MAY 8, bbox=[196, 474, 286, 484]
court-paragraph: Patrick O'Lawn was fined 40s and costs for unlawfully riding upon his dray, drawn by three horses, on the main north road, without holding sufficient reins, or any competent person having charge of said horses. William Brien was charged with a similar offence, and fined 40s and costs. bbox=[930, 41, 1106, 124]
postmaster-name: ARCH BARR, bbox=[135, 980, 185, 990]
shipping-news: The s.s. Albion sailed for the North at 5.45 last evening. bbox=[10, 433, 185, 452]
old-port-ad bbox=[10, 1163, 185, 1197]
families-ad bbox=[10, 1111, 185, 1163]
gold-ounces: 203 bbox=[1069, 1123, 1085, 1133]
dateline-wellington: WELLINGTON, May 8. bbox=[1020, 833, 1106, 843]
news-paragraph: LECTURE.—Mr. James Smith re-delivered his lecture on " Wit and Humor" in the " Lower Hall" of the Athenaeum last evening. His Worship the Mayor occupied the chair, and the room was densely packed, large numbers not being able to find even standing-room. The lecturer, as on the previous occasion, thoroughly succeeded in interesting his audience from the moment he commenced till he resumed his seat, and was often prevented for some time from proceeding with his subject by the loud expressions of intense enjoyment provoked by what had immediately preceded. At the conclusion of the lecture a hearty vote of thanks was carried by acclamation. We hear that a large number of those who were unable to obtain admission last evening are about to endeavor to obtain another chance of hearing the lecture, by getting Mr Smith to deliver it yet again. We have no doubt that if it were repeated every evening for a week, a good audience would be obtained to the very last night. The only inconvenience we can conceive likely, or possible, to result from such a course, is that it might be productive of complaints in print in quarters that " vested rights and interests" were being interfered with; nor should we be surprised if the vendors of blue pills and black draughts were to get up a petition of grievances. bbox=[562, 52, 737, 413]
